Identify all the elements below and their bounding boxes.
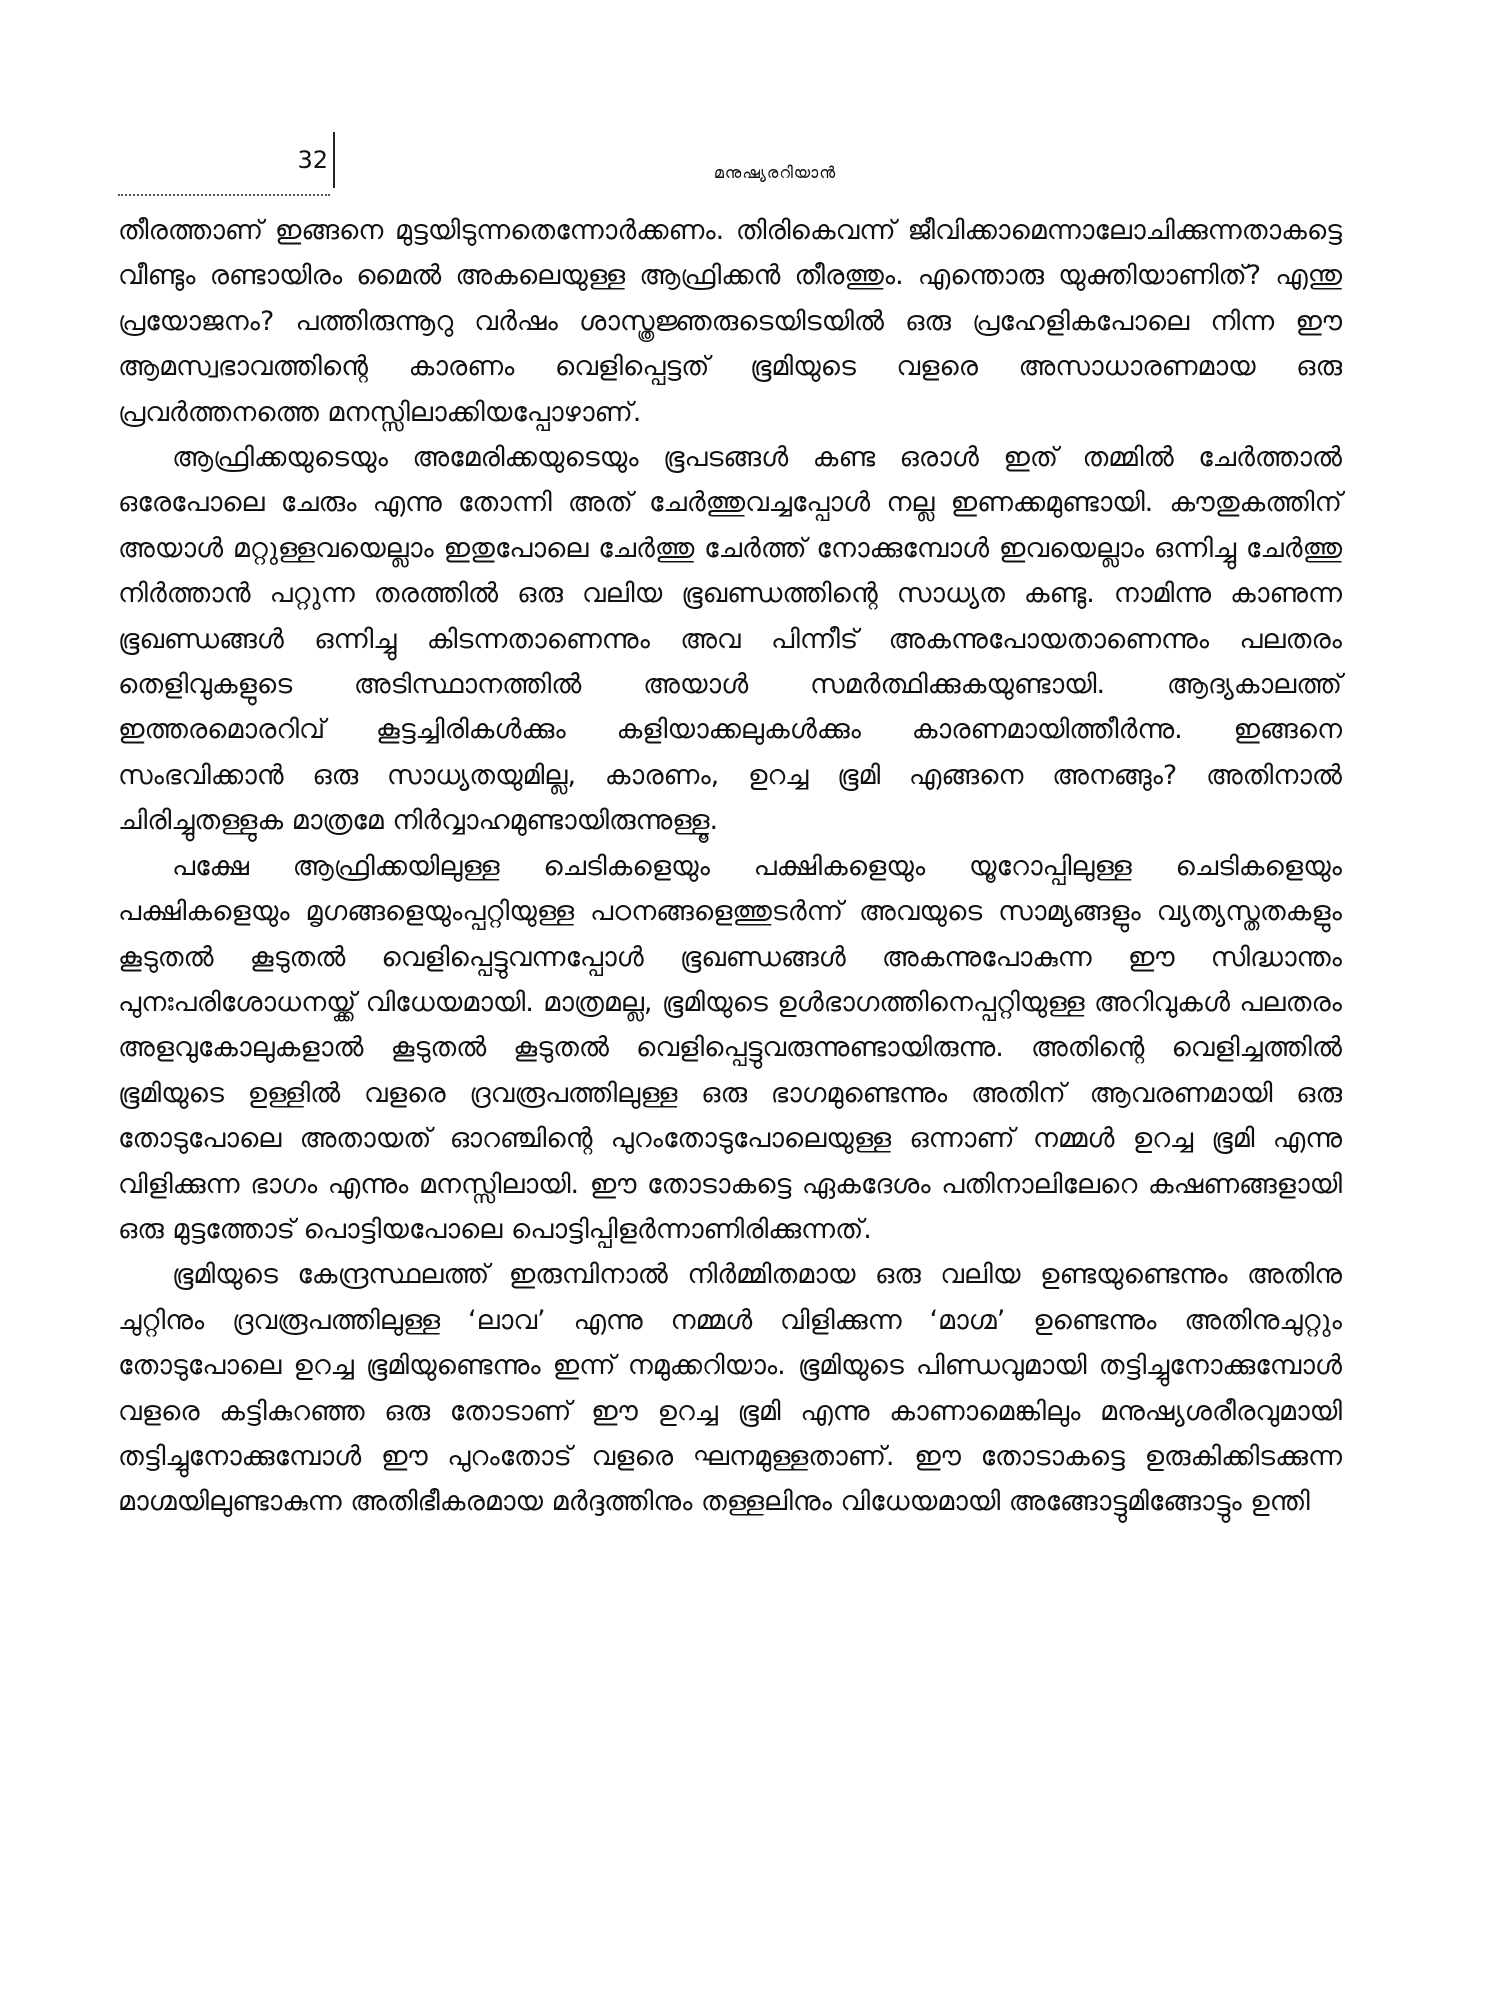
paragraph: തീരത്താണ് ഇങ്ങനെ മുട്ടയിടുന്നതെന്നോർക്കണം. തിരികെവന്ന് ജീവിക്കാമെന്നാലോചിക്കുന്നതാകട്ടെ വീണ്ടും രണ്ടായിരം മൈൽ അകലെയുള്ള ആഫ്രിക്കൻ തീരത്തും. എന്തൊരു യുക്തിയാണിത്? എന്തു പ്രയോജനം? പത്തിരുന്നൂറു വർഷം ശാസ്ത്രജ്ഞരുടെയിടയിൽ ഒരു പ്രഹേളികപോലെ നിന്ന ഈ ആമസ്വഭാവത്തിന്റെ കാരണം വെളിപ്പെട്ടത് ഭൂമിയുടെ വളരെ അസാധാരണമായ ഒരു പ്രവർത്തനത്തെ മനസ്സിലാക്കിയപ്പോഴാണ്. — [118, 215, 1342, 428]
page-header — [0, 0, 1500, 200]
page-number-rule — [333, 132, 335, 188]
body-text — [118, 208, 1342, 1525]
paragraph: ആഫ്രിക്കയുടെയും അമേരിക്കയുടെയും ഭൂപടങ്ങൾ കണ്ട ഒരാൾ ഇത് തമ്മിൽ ചേർത്താൽ ഒരേപോലെ ചേരും എന്നു തോന്നി അത് ചേർത്തുവച്ചപ്പോൾ നല്ല ഇണക്കമുണ്ടായി. കൗതുകത്തിന് അയാൾ മറ്റുള്ളവയെല്ലാം ഇതുപോലെ ചേർത്തു ചേർത്ത് നോക്കുമ്പോൾ ഇവയെല്ലാം ഒന്നിച്ചു ചേർത്തു നിർത്താൻ പറ്റുന്ന തരത്തിൽ ഒരു വലിയ ഭൂഖണ്ഡത്തിന്റെ സാധ്യത കണ്ടു. നാമിന്നു കാണുന്ന ഭൂഖണ്ഡങ്ങൾ ഒന്നിച്ചു കിടന്നതാണെന്നും അവ പിന്നീട് അകന്നുപോയതാണെന്നും പലതരം തെളിവുകളുടെ അടിസ്ഥാനത്തിൽ അയാൾ സമർത്ഥിക്കുകയുണ്ടായി. ആദ്യകാലത്ത് ഇത്തരമൊരറിവ് കൂട്ടച്ചിരികൾക്കും കളിയാക്കലുകൾക്കും കാരണമായിത്തീർന്നു. ഇങ്ങനെ സംഭവിക്കാൻ ഒരു സാധ്യതയുമില്ല, കാരണം, ഉറച്ച ഭൂമി എങ്ങനെ അനങ്ങും? അതിനാൽ ചിരിച്ചുതള്ളുക മാത്രമേ നിർവ്വാഹമുണ്ടായിരുന്നുള്ളൂ. — [118, 442, 1342, 837]
page-number: 32 — [297, 146, 328, 174]
paragraph: പക്ഷേ ആഫ്രിക്കയിലുള്ള ചെടികളെയും പക്ഷികളെയും യൂറോപ്പിലുള്ള ചെടികളെയും പക്ഷികളെയും മൃഗങ്ങളെയുംപ്പറ്റിയുള്ള പഠനങ്ങളെത്തുടർന്ന് അവയുടെ സാമ്യങ്ങളും വ്യത്യസ്തതകളും കൂടുതൽ കൂടുതൽ വെളിപ്പെട്ടുവന്നപ്പോൾ ഭൂഖണ്ഡങ്ങൾ അകന്നുപോകുന്ന ഈ സിദ്ധാന്തം പുനഃപരിശോധനയ്ക്ക് വിധേയമായി. മാത്രമല്ല, ഭൂമിയുടെ ഉൾഭാഗത്തിനെപ്പറ്റിയുള്ള അറിവുകൾ പലതരം അളവുകോലുകളാൽ കൂടുതൽ കൂടുതൽ വെളിപ്പെട്ടുവരുന്നുണ്ടായിരുന്നു. അതിന്റെ വെളിച്ചത്തിൽ ഭൂമിയുടെ ഉള്ളിൽ വളരെ ദ്രവരൂപത്തിലുള്ള ഒരു ഭാഗമുണ്ടെന്നും അതിന് ആവരണമായി ഒരു തോടുപോലെ അതായത് ഓറഞ്ചിന്റെ പുറംതോടുപോലെയുള്ള ഒന്നാണ് നമ്മൾ ഉറച്ച ഭൂമി എന്നു വിളിക്കുന്ന ഭാഗം എന്നും മനസ്സിലായി. ഈ തോടാകട്ടെ ഏകദേശം പതിനാലിലേറെ കഷണങ്ങളായി ഒരു മുട്ടത്തോട് പൊട്ടിയപോലെ പൊട്ടിപ്പിളർന്നാണിരിക്കുന്നത്. — [118, 850, 1342, 1245]
header-dotted-rule — [118, 194, 330, 196]
running-title: മനുഷ്യരറിയാൻ — [713, 163, 837, 182]
paragraph: ഭൂമിയുടെ കേന്ദ്രസ്ഥലത്ത് ഇരുമ്പിനാൽ നിർമ്മിതമായ ഒരു വലിയ ഉണ്ടയുണ്ടെന്നും അതിനു ചുറ്റിനും ദ്രവരൂപത്തിലുള്ള ‘ലാവ’ എന്നു നമ്മൾ വിളിക്കുന്ന ‘മാഗ്മ’ ഉണ്ടെന്നും അതിനുചുറ്റും തോടുപോലെ ഉറച്ച ഭൂമിയുണ്ടെന്നും ഇന്ന് നമുക്കറിയാം. ഭൂമിയുടെ പിണ്ഡവുമായി തട്ടിച്ചുനോക്കുമ്പോൾ വളരെ കട്ടികുറഞ്ഞ ഒരു തോടാണ് ഈ ഉറച്ച ഭൂമി എന്നു കാണാമെങ്കിലും മനുഷ്യശരീരവുമായി തട്ടിച്ചുനോക്കുമ്പോൾ ഈ പുറംതോട് വളരെ ഘനമുള്ളതാണ്. ഈ തോടാകട്ടെ ഉരുകിക്കിടക്കുന്ന മാഗ്മയിലുണ്ടാകുന്ന അതിഭീകരമായ മർദ്ദത്തിനും തള്ളലിനും വിധേയമായി അങ്ങോട്ടുമിങ്ങോട്ടും ഉന്തി — [118, 1259, 1342, 1518]
